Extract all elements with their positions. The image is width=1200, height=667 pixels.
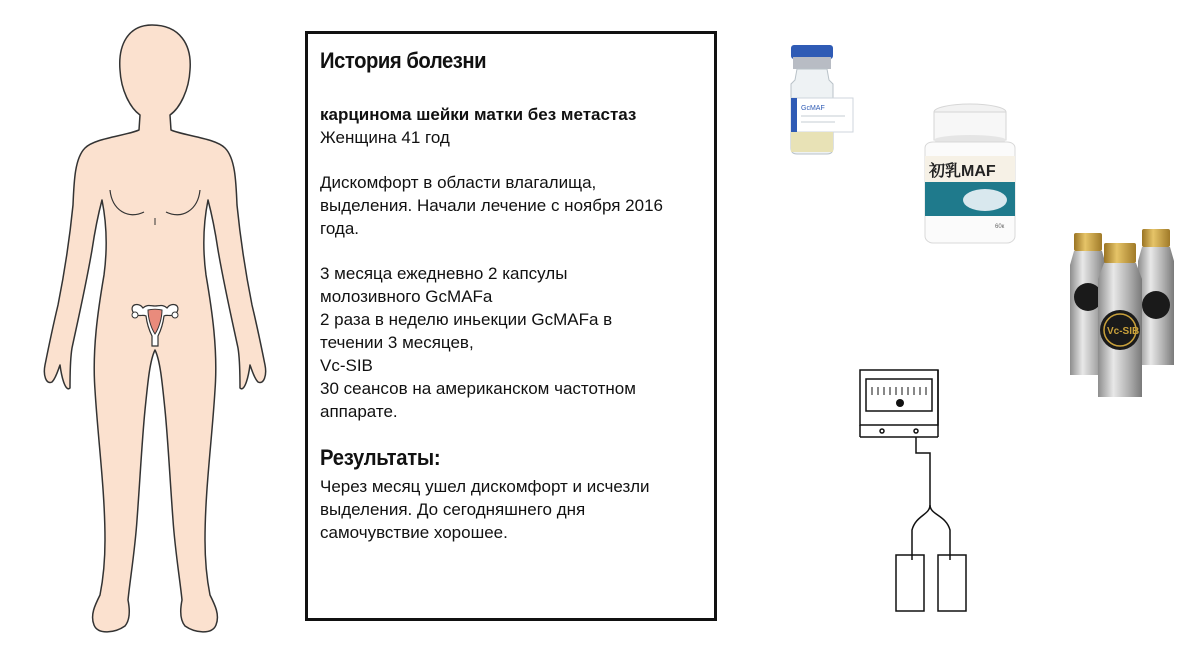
frequency-device-illustration: [850, 365, 990, 620]
capsule-jar-illustration: [915, 100, 1030, 250]
jar-count: 60к: [995, 224, 1005, 230]
complaint-line: выделения. Начали лечение с ноября 2016: [320, 196, 663, 215]
bottle-label: Vc-SIB: [1107, 326, 1140, 337]
history-card: [305, 31, 717, 621]
results-line: выделения. До сегодняшнего дня: [320, 500, 586, 519]
treatment-line: 30 сеансов на американском частотном: [320, 379, 636, 398]
patient-line: Женщина 41 год: [320, 128, 450, 147]
vial-label: GcMAF: [801, 105, 825, 112]
diagnosis: карцинома шейки матки без метастаз: [320, 105, 637, 124]
treatment-line: Vc-SIB: [320, 356, 373, 375]
treatment-line: аппарате.: [320, 402, 398, 421]
vial-icon: [775, 40, 865, 160]
treatment-line: течении 3 месяцев,: [320, 333, 474, 352]
complaint-paragraph: [320, 171, 702, 240]
treatment-line: 3 месяца ежедневно 2 капсулы: [320, 264, 568, 283]
treatment-paragraph: [320, 262, 702, 423]
capsule-jar-icon: [915, 100, 1030, 250]
results-line: Через месяц ушел дискомфорт и исчезли: [320, 477, 650, 496]
complaint-line: Дискомфорт в области влагалища,: [320, 173, 597, 192]
complaint-line: года.: [320, 219, 360, 238]
treatment-line: молозивного GcMAFa: [320, 287, 493, 306]
results-paragraph: [320, 475, 702, 544]
aluminum-bottles-icon: [1060, 225, 1185, 405]
treatment-line: 2 раза в неделю иньекции GcMAFa в: [320, 310, 613, 329]
female-body-outline-icon: [40, 20, 280, 650]
frequency-device-icon: [850, 365, 990, 620]
vial-illustration: [775, 40, 865, 160]
jar-label: 初乳MAF: [929, 163, 996, 180]
results-heading: Результаты:: [320, 445, 441, 470]
bottles-illustration: [1060, 225, 1185, 405]
female-body-figure: [40, 20, 280, 650]
card-title: История болезни: [320, 48, 487, 73]
results-line: самочувствие хорошее.: [320, 523, 508, 542]
patient-info: [320, 126, 702, 149]
